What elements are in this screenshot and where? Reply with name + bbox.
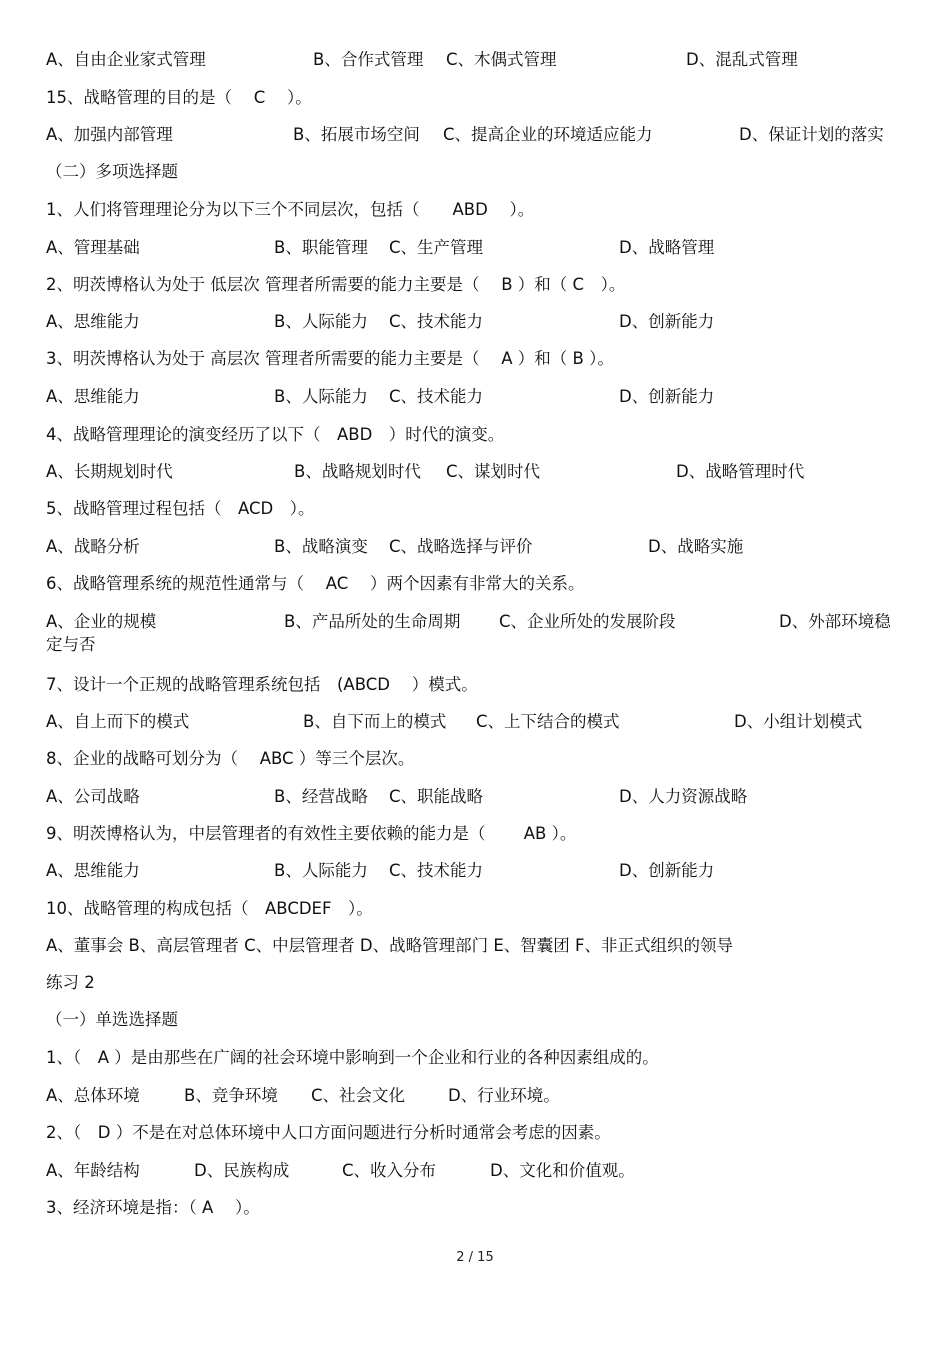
question-text: A、长期规划时代 — [46, 462, 173, 481]
question-text: 10、战略管理的构成包括（ ABCDEF ）。 — [46, 899, 373, 918]
option-text: D、战略实施 — [648, 537, 744, 556]
text-line — [46, 572, 910, 596]
option-text: D、人力资源战略 — [619, 787, 748, 806]
option-text: B、战略规划时代 — [294, 462, 421, 481]
text-line — [46, 971, 910, 995]
option-text: D、创新能力 — [619, 861, 715, 880]
question-text: A、企业的规模 — [46, 612, 157, 631]
option-text: B、拓展市场空间 — [293, 125, 420, 144]
option-text: D、外部环境稳 — [779, 612, 891, 631]
option-text: B、产品所处的生命周期 — [284, 612, 461, 631]
option-text: D、民族构成 — [194, 1161, 290, 1180]
text-line — [46, 86, 910, 110]
option-text: B、人际能力 — [274, 312, 368, 331]
option-text: D、创新能力 — [619, 387, 715, 406]
question-text: 3、经济环境是指：（ A ）。 — [46, 1198, 260, 1217]
option-text: C、战略选择与评价 — [389, 537, 533, 556]
option-text: D、战略管理 — [619, 238, 715, 257]
text-line — [46, 822, 910, 846]
text-line — [46, 673, 910, 697]
text-line — [46, 460, 910, 484]
question-text: （一）单选选择题 — [46, 1010, 178, 1029]
question-text: A、加强内部管理 — [46, 125, 173, 144]
text-line — [46, 347, 910, 371]
question-text: A、自由企业家式管理 — [46, 50, 206, 69]
option-text: C、职能战略 — [389, 787, 484, 806]
option-text: C、企业所处的发展阶段 — [499, 612, 676, 631]
option-text: C、技术能力 — [389, 387, 484, 406]
option-text: C、木偶式管理 — [446, 50, 557, 69]
option-text: D、保证计划的落实 — [739, 125, 884, 144]
question-text: A、思维能力 — [46, 387, 140, 406]
option-text: C、谋划时代 — [446, 462, 541, 481]
question-text: 2、明茨博格认为处于 低层次 管理者所需要的能力主要是（ B ）和（ C ）。 — [46, 275, 626, 294]
option-text: C、社会文化 — [311, 1086, 406, 1105]
option-text: C、技术能力 — [389, 861, 484, 880]
option-text: D、创新能力 — [619, 312, 715, 331]
text-line — [46, 1121, 910, 1145]
question-text: A、公司战略 — [46, 787, 140, 806]
question-text: 练习 2 — [46, 973, 95, 992]
option-text: C、上下结合的模式 — [476, 712, 620, 731]
option-text: B、自下而上的模式 — [303, 712, 447, 731]
option-text: D、小组计划模式 — [734, 712, 863, 731]
option-text: B、合作式管理 — [313, 50, 424, 69]
question-text: 8、企业的战略可划分为（ ABC ）等三个层次。 — [46, 749, 415, 768]
text-line — [46, 48, 910, 72]
option-text: B、经营战略 — [274, 787, 368, 806]
option-text: D、文化和价值观。 — [490, 1161, 635, 1180]
option-text: D、混乱式管理 — [686, 50, 798, 69]
option-text: B、人际能力 — [274, 387, 368, 406]
question-text: 6、战略管理系统的规范性通常与（ AC ）两个因素有非常大的关系。 — [46, 574, 585, 593]
option-text: B、人际能力 — [274, 861, 368, 880]
question-text: 3、明茨博格认为处于 高层次 管理者所需要的能力主要是（ A ）和（ B ）。 — [46, 349, 614, 368]
text-line — [46, 610, 910, 634]
text-line — [46, 160, 910, 184]
option-text: C、技术能力 — [389, 312, 484, 331]
text-line — [46, 1159, 910, 1183]
option-text: D、行业环境。 — [448, 1086, 560, 1105]
question-text: A、战略分析 — [46, 537, 140, 556]
text-line — [46, 785, 910, 809]
page-number: 2 / 15 — [456, 1250, 494, 1265]
question-text: A、管理基础 — [46, 238, 140, 257]
option-text: B、职能管理 — [274, 238, 368, 257]
question-text: A、思维能力 — [46, 861, 140, 880]
question-text: 7、设计一个正规的战略管理系统包括 (ABCD ）模式。 — [46, 675, 478, 694]
question-text: A、思维能力 — [46, 312, 140, 331]
text-line — [46, 123, 910, 147]
question-text: A、自上而下的模式 — [46, 712, 190, 731]
text-line — [46, 535, 910, 559]
question-text: 15、战略管理的目的是（ C ）。 — [46, 88, 312, 107]
question-text: 1、人们将管理理论分为以下三个不同层次，包括（ ABD ）。 — [46, 200, 535, 219]
question-text: 4、战略管理理论的演变经历了以下（ ABD ）时代的演变。 — [46, 425, 505, 444]
text-line — [46, 859, 910, 883]
question-text: A、总体环境 — [46, 1086, 140, 1105]
text-line — [46, 198, 910, 222]
option-text: C、提高企业的环境适应能力 — [443, 125, 653, 144]
text-line — [46, 497, 910, 521]
option-text: C、收入分布 — [342, 1161, 437, 1180]
text-line — [46, 633, 910, 657]
text-line — [46, 1046, 910, 1070]
question-text: （二）多项选择题 — [46, 162, 178, 181]
question-text: A、董事会 B、高层管理者 C、中层管理者 D、战略管理部门 E、智囊团 F、非正式组织的领导 — [46, 936, 733, 955]
question-text: 5、战略管理过程包括（ ACD ）。 — [46, 499, 315, 518]
option-text: D、战略管理时代 — [676, 462, 805, 481]
text-line — [46, 1008, 910, 1032]
text-line — [46, 934, 910, 958]
text-line — [46, 1084, 910, 1108]
question-text: 1、（ A ）是由那些在广阔的社会环境中影响到一个企业和行业的各种因素组成的。 — [46, 1048, 659, 1067]
text-line — [46, 273, 910, 297]
text-line — [46, 897, 910, 921]
question-text: 2、（ D ）不是在对总体环境中人口方面问题进行分析时通常会考虑的因素。 — [46, 1123, 611, 1142]
option-text: B、战略演变 — [274, 537, 368, 556]
text-line — [46, 310, 910, 334]
text-line — [46, 236, 910, 260]
question-text: A、年龄结构 — [46, 1161, 140, 1180]
text-line — [46, 747, 910, 771]
text-line — [46, 423, 910, 447]
text-line — [46, 710, 910, 734]
text-line — [46, 1196, 910, 1220]
option-text: C、生产管理 — [389, 238, 484, 257]
text-line — [46, 385, 910, 409]
question-text: 9、明茨博格认为，中层管理者的有效性主要依赖的能力是（ AB ）。 — [46, 824, 577, 843]
question-text: 定与否 — [46, 635, 96, 654]
option-text: B、竞争环境 — [184, 1086, 278, 1105]
